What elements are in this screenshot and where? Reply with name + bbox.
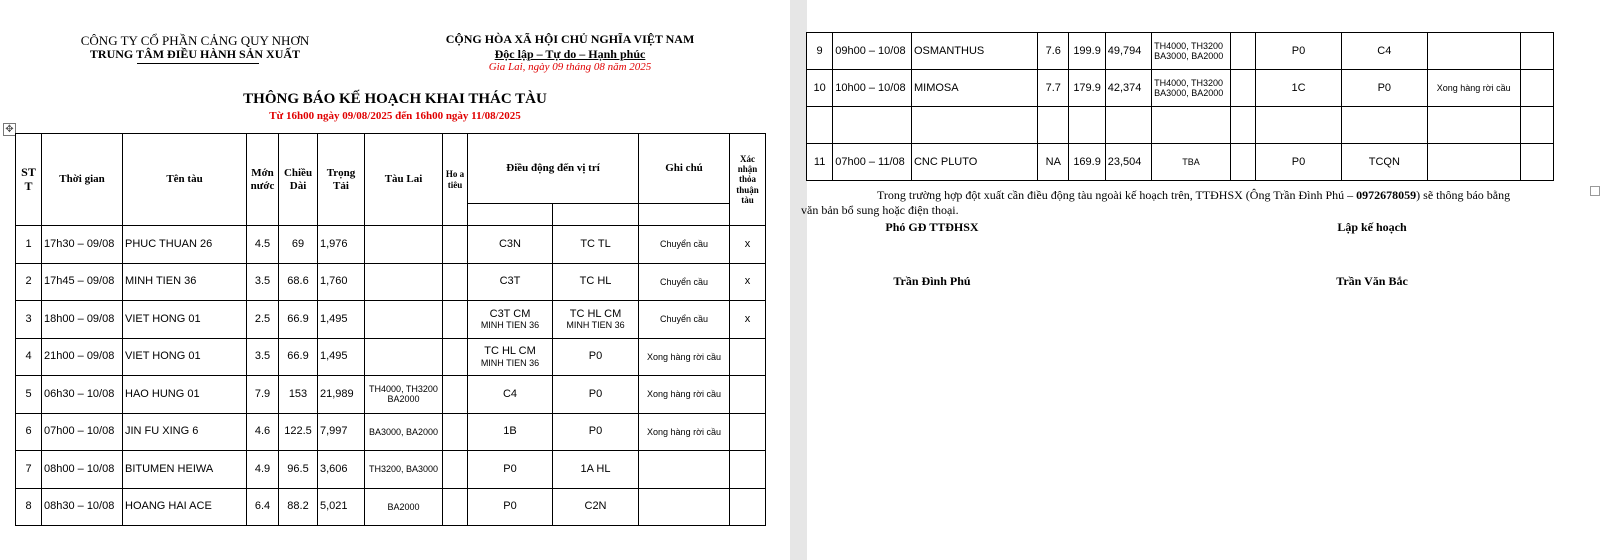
cell-to-main: P0 <box>588 425 603 438</box>
cell-draft: 6.4 <box>247 488 279 526</box>
cell-stt: 6 <box>16 413 42 451</box>
cell-from: P0 <box>1256 33 1342 70</box>
cell-stt <box>807 107 833 144</box>
cell-stt: 2 <box>16 263 42 301</box>
table-row <box>16 413 766 451</box>
cell-tonnage: 49,794 <box>1105 33 1151 70</box>
cell-time: 08h30 – 10/08 <box>42 488 123 526</box>
cell-from <box>468 226 553 264</box>
department-underline <box>137 63 259 64</box>
cell-from-sub: MINH TIEN 36 <box>480 357 540 368</box>
cell-tug: BA3000, BA2000 <box>365 413 443 451</box>
cell-tug <box>365 301 443 339</box>
cell-draft: 2.5 <box>247 301 279 339</box>
cell-stt: 3 <box>16 301 42 339</box>
cell-to <box>553 488 639 526</box>
cell-tug: TH4000, TH3200 BA2000 <box>365 376 443 414</box>
cell-pilot <box>1230 33 1255 70</box>
cell-note <box>1427 144 1520 181</box>
cell-tonnage: 3,606 <box>318 451 365 489</box>
cell-ship-name: JIN FU XING 6 <box>123 413 247 451</box>
header-to-cell <box>553 204 639 226</box>
table-row <box>807 144 1554 181</box>
cell-time: 21h00 – 09/08 <box>42 338 123 376</box>
cell-length: 96.5 <box>279 451 318 489</box>
cell-from-main: P0 <box>503 500 517 513</box>
cell-to-main: TC TL <box>580 237 611 250</box>
table-row <box>16 376 766 414</box>
cell-to <box>553 301 639 339</box>
cell-note <box>639 451 730 489</box>
cell-confirm <box>1520 107 1553 144</box>
cell-tug: TBA <box>1152 144 1231 181</box>
cell-stt: 8 <box>16 488 42 526</box>
cell-from <box>468 338 553 376</box>
cell-tug: TH3200, BA3000 <box>365 451 443 489</box>
cell-note: Chuyển cầu <box>639 263 730 301</box>
cell-from <box>468 263 553 301</box>
header-pilot: Ho a tiêu <box>443 134 468 226</box>
cell-draft: 4.9 <box>247 451 279 489</box>
cell-to <box>553 451 639 489</box>
cell-from-main: P0 <box>503 462 517 475</box>
cell-note <box>639 488 730 526</box>
notice-text-a: Trong trường hợp đột xuất cần điều động tàu ngoài kế hoạch trên, TTĐHSX (Ông Trần Đình Phú – <box>877 188 1357 202</box>
table-header-row <box>16 134 766 204</box>
cell-note: Xong hàng rời cầu <box>639 376 730 414</box>
table-row <box>16 338 766 376</box>
cell-confirm: x <box>730 263 766 301</box>
cell-confirm <box>730 338 766 376</box>
cell-time: 06h30 – 10/08 <box>42 376 123 414</box>
cell-length: 66.9 <box>279 338 318 376</box>
table-resize-handle[interactable] <box>1590 186 1600 196</box>
cell-stt: 7 <box>16 451 42 489</box>
cell-tonnage: 23,504 <box>1105 144 1151 181</box>
cell-confirm <box>1520 144 1553 181</box>
table-row <box>16 451 766 489</box>
cell-time: 09h00 – 10/08 <box>833 33 912 70</box>
cell-length <box>1069 107 1105 144</box>
cell-to <box>553 226 639 264</box>
cell-note: Xong hàng rời cầu <box>639 338 730 376</box>
cell-tonnage: 1,760 <box>318 263 365 301</box>
company-name: CÔNG TY CỔ PHẦN CẢNG QUY NHƠN <box>80 33 310 48</box>
cell-pilot <box>443 226 468 264</box>
cell-length: 122.5 <box>279 413 318 451</box>
cell-to: C4 <box>1341 33 1427 70</box>
cell-tonnage: 21,989 <box>318 376 365 414</box>
cell-ship-name: VIET HONG 01 <box>123 301 247 339</box>
cell-ship-name: BITUMEN HEIWA <box>123 451 247 489</box>
cell-length: 88.2 <box>279 488 318 526</box>
cell-ship-name: PHUC THUAN 26 <box>123 226 247 264</box>
cell-time: 08h00 – 10/08 <box>42 451 123 489</box>
cell-from-main: 1B <box>503 425 517 438</box>
header-tug: Tàu Lai <box>365 134 443 226</box>
cell-from-sub: MINH TIEN 36 <box>480 320 540 331</box>
cell-confirm: x <box>730 226 766 264</box>
cell-length: 68.6 <box>279 263 318 301</box>
cell-note: Xong hàng rời cầu <box>639 413 730 451</box>
right-signer-name: Trần Văn Bắc <box>1336 274 1408 288</box>
cell-pilot <box>443 488 468 526</box>
cell-pilot <box>443 301 468 339</box>
cell-pilot <box>443 338 468 376</box>
cell-pilot <box>1230 144 1255 181</box>
notice-line-2: văn bản bổ sung hoặc điện thoại. <box>801 203 959 217</box>
emergency-notice <box>877 188 1587 203</box>
cell-to-sub: MINH TIEN 36 <box>566 320 625 331</box>
cell-ship-name: HAO HUNG 01 <box>123 376 247 414</box>
cell-tug <box>365 338 443 376</box>
cell-pilot <box>1230 107 1255 144</box>
header-tonnage: Trọng Tải <box>318 134 365 226</box>
header-stt: ST T <box>16 134 42 226</box>
header-note: Ghi chú <box>639 134 730 204</box>
cell-from <box>1256 107 1342 144</box>
cell-length: 169.9 <box>1069 144 1105 181</box>
document-subtitle: Từ 16h00 ngày 09/08/2025 đến 16h00 ngày 11/08/2025 <box>269 110 521 122</box>
nation-name: CỘNG HÒA XÃ HỘI CHỦ NGHĨA VIỆT NAM <box>445 32 695 46</box>
cell-to-main: TC HL <box>579 275 612 288</box>
header-note-sub <box>639 204 730 226</box>
cell-draft: 7.6 <box>1038 33 1069 70</box>
cell-confirm <box>730 488 766 526</box>
cell-pilot <box>443 451 468 489</box>
table-row <box>807 107 1554 144</box>
left-signer-role: Phó GĐ TTĐHSX <box>885 220 979 234</box>
cell-from-main: C3N <box>498 237 521 250</box>
cell-to <box>553 413 639 451</box>
cell-time: 10h00 – 10/08 <box>833 70 912 107</box>
cell-time: 07h00 – 10/08 <box>42 413 123 451</box>
table-row <box>16 226 766 264</box>
cell-ship-name: OSMANTHUS <box>911 33 1037 70</box>
cell-stt: 9 <box>807 33 833 70</box>
cell-draft: 7.7 <box>1038 70 1069 107</box>
document-title: THÔNG BÁO KẾ HOẠCH KHAI THÁC TÀU <box>243 91 547 107</box>
cell-to <box>553 338 639 376</box>
cell-time: 17h45 – 09/08 <box>42 263 123 301</box>
table-move-icon[interactable]: ✥ <box>3 123 16 136</box>
cell-stt: 11 <box>807 144 833 181</box>
cell-ship-name: MINH TIEN 36 <box>123 263 247 301</box>
cell-to-main: 1A HL <box>580 462 611 475</box>
cell-ship-name: VIET HONG 01 <box>123 338 247 376</box>
header-ship: Tên tàu <box>123 134 247 226</box>
cell-from: P0 <box>1256 144 1342 181</box>
right-signer-role: Lập kế hoạch <box>1337 220 1407 234</box>
document-page-2 <box>801 0 1600 560</box>
cell-to <box>553 376 639 414</box>
cell-tonnage: 1,495 <box>318 301 365 339</box>
cell-from <box>468 488 553 526</box>
cell-confirm <box>730 451 766 489</box>
cell-stt: 10 <box>807 70 833 107</box>
cell-draft: 3.5 <box>247 263 279 301</box>
cell-time: 17h30 – 09/08 <box>42 226 123 264</box>
cell-confirm <box>1520 70 1553 107</box>
table-row <box>16 488 766 526</box>
header-draft: Mớn nước <box>247 134 279 226</box>
header-dispatch: Điều động đến vị trí <box>468 134 639 204</box>
table-row <box>807 70 1554 107</box>
cell-stt: 5 <box>16 376 42 414</box>
cell-pilot <box>443 413 468 451</box>
cell-ship-name <box>911 107 1037 144</box>
cell-length: 179.9 <box>1069 70 1105 107</box>
cell-tonnage: 7,997 <box>318 413 365 451</box>
left-signer-name: Trần Đình Phú <box>893 274 971 288</box>
cell-to-main: P0 <box>588 350 603 363</box>
cell-to-main: TC HL CM <box>569 307 622 320</box>
cell-note: Chuyển cầu <box>639 301 730 339</box>
cell-ship-name: MIMOSA <box>911 70 1037 107</box>
cell-tonnage: 5,021 <box>318 488 365 526</box>
cell-draft: 3.5 <box>247 338 279 376</box>
cell-length: 66.9 <box>279 301 318 339</box>
cell-time: 18h00 – 09/08 <box>42 301 123 339</box>
header-length: Chiều Dài <box>279 134 318 226</box>
cell-tug: BA2000 <box>365 488 443 526</box>
cell-from-main: TC HL CM <box>484 345 536 358</box>
schedule-table-continued <box>806 32 1554 181</box>
schedule-table <box>15 133 766 526</box>
cell-to: TCQN <box>1341 144 1427 181</box>
cell-ship-name: CNC PLUTO <box>911 144 1037 181</box>
cell-pilot <box>1230 70 1255 107</box>
cell-tug <box>365 226 443 264</box>
cell-note <box>1427 33 1520 70</box>
table-row <box>16 301 766 339</box>
cell-pilot <box>443 376 468 414</box>
cell-tonnage: 42,374 <box>1105 70 1151 107</box>
cell-length: 153 <box>279 376 318 414</box>
header-time: Thời gian <box>42 134 123 226</box>
cell-stt: 4 <box>16 338 42 376</box>
document-page-1 <box>0 0 790 560</box>
cell-tug <box>1152 107 1231 144</box>
cell-from-main: C3T CM <box>489 307 531 320</box>
cell-from-main: C4 <box>502 387 518 400</box>
cell-tug <box>365 263 443 301</box>
cell-note: Chuyển cầu <box>639 226 730 264</box>
cell-ship-name: HOANG HAI ACE <box>123 488 247 526</box>
cell-tonnage <box>1105 107 1151 144</box>
header-confirm: Xác nhận thỏa thuận tàu <box>730 134 766 226</box>
cell-confirm <box>730 413 766 451</box>
cell-pilot <box>443 263 468 301</box>
cell-draft <box>1038 107 1069 144</box>
motto: Độc lập – Tự do – Hạnh phúc <box>494 47 646 61</box>
cell-from <box>468 301 553 339</box>
cell-to-main: P0 <box>588 387 603 400</box>
cell-length: 69 <box>279 226 318 264</box>
cell-note: Xong hàng rời cầu <box>1427 70 1520 107</box>
cell-tug: TH4000, TH3200 BA3000, BA2000 <box>1152 70 1231 107</box>
cell-from <box>468 451 553 489</box>
place-date: Gia Lai, ngày 09 tháng 08 năm 2025 <box>488 61 652 73</box>
cell-draft: 7.9 <box>247 376 279 414</box>
cell-confirm: x <box>730 301 766 339</box>
cell-to <box>553 263 639 301</box>
notice-text-b: ) sẽ thông báo bằng <box>1416 188 1511 202</box>
cell-tonnage: 1,495 <box>318 338 365 376</box>
cell-draft: 4.6 <box>247 413 279 451</box>
table-row <box>16 263 766 301</box>
cell-note <box>1427 107 1520 144</box>
cell-to-main: C2N <box>584 500 607 513</box>
cell-length: 199.9 <box>1069 33 1105 70</box>
cell-from-main: C3T <box>499 275 521 288</box>
cell-draft: NA <box>1038 144 1069 181</box>
cell-from <box>468 413 553 451</box>
cell-tug: TH4000, TH3200 BA3000, BA2000 <box>1152 33 1231 70</box>
header-from-cell <box>468 204 553 226</box>
cell-from: 1C <box>1256 70 1342 107</box>
notice-phone: 0972678059 <box>1356 188 1417 202</box>
cell-time: 07h00 – 11/08 <box>833 144 912 181</box>
cell-confirm <box>1520 33 1553 70</box>
cell-to: P0 <box>1341 70 1427 107</box>
cell-stt: 1 <box>16 226 42 264</box>
cell-tonnage: 1,976 <box>318 226 365 264</box>
table-row <box>807 33 1554 70</box>
department-name: TRUNG TÂM ĐIỀU HÀNH SẢN XUẤT <box>89 47 301 61</box>
cell-time <box>833 107 912 144</box>
cell-from <box>468 376 553 414</box>
cell-confirm <box>730 376 766 414</box>
cell-draft: 4.5 <box>247 226 279 264</box>
cell-to <box>1341 107 1427 144</box>
